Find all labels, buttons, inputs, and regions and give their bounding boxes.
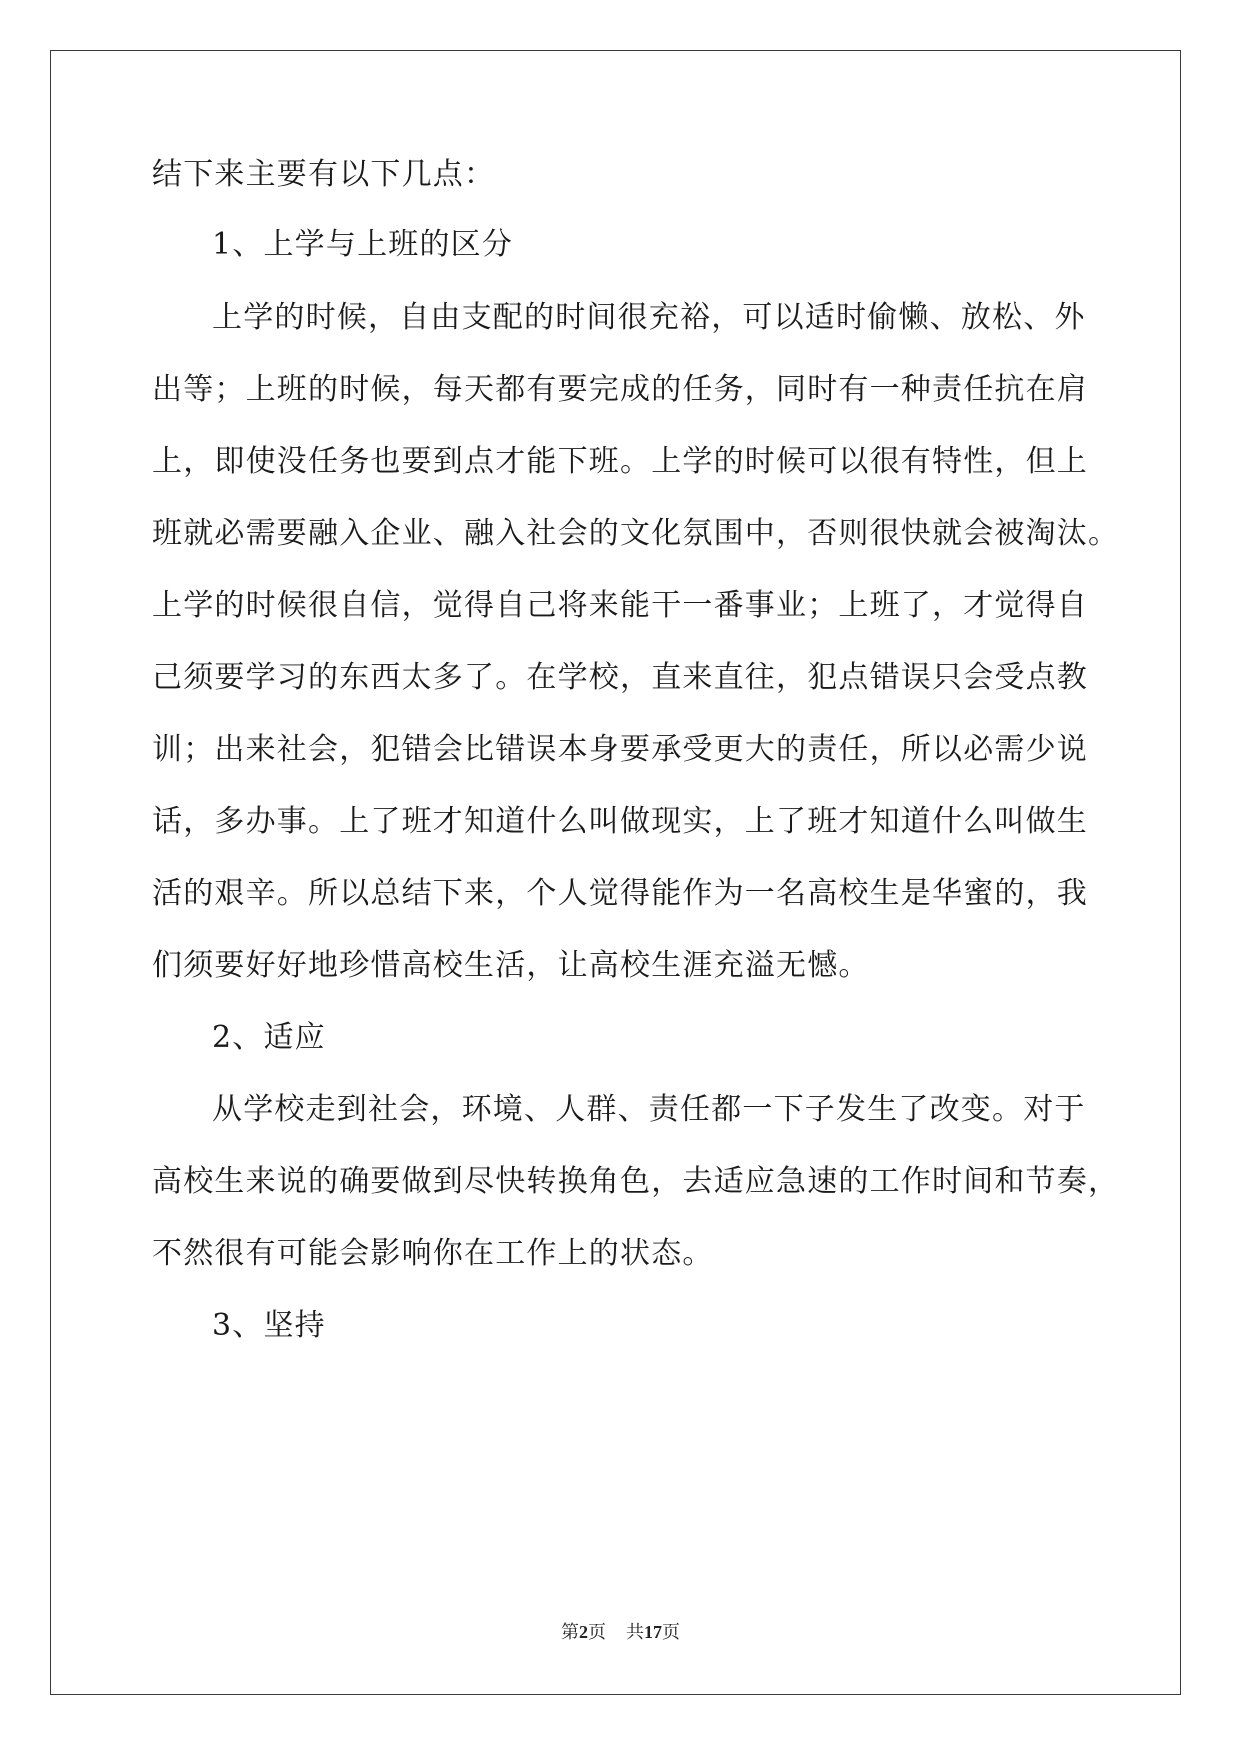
page-prefix: 第	[561, 1622, 579, 1642]
section-heading-3: 3、坚持	[212, 1308, 326, 1343]
body-line-5: 上，即使没任务也要到点才能下班。上学的时候可以很有特性，但上	[152, 444, 1088, 479]
total-suffix: 页	[662, 1622, 680, 1642]
body-line-6: 班就必需要融入企业、融入社会的文化氛围中，否则很快就会被淘汰。	[152, 516, 1120, 551]
body-line-1: 结下来主要有以下几点：	[152, 157, 496, 192]
body-line-8: 己须要学习的东西太多了。在学校，直来直往，犯点错误只会受点教	[152, 660, 1088, 695]
body-line-7: 上学的时候很自信，觉得自己将来能干一番事业；上班了，才觉得自	[152, 588, 1088, 623]
section-heading-2: 2、适应	[212, 1020, 326, 1055]
body-line-16: 不然很有可能会影响你在工作上的状态。	[152, 1236, 714, 1271]
total-pages: 17	[644, 1622, 662, 1642]
body-line-4: 出等；上班的时候，每天都有要完成的任务，同时有一种责任抗在肩	[152, 372, 1088, 407]
page-number: 2	[579, 1622, 588, 1642]
body-line-11: 活的艰辛。所以总结下来，个人觉得能作为一名高校生是华蜜的，我	[152, 876, 1088, 911]
body-line-12: 们须要好好地珍惜高校生活，让高校生涯充溢无憾。	[152, 948, 870, 983]
page-suffix: 页	[588, 1622, 606, 1642]
body-line-15: 高校生来说的确要做到尽快转换角色，去适应急速的工作时间和节奏，	[152, 1164, 1120, 1199]
body-line-14: 从学校走到社会，环境、人群、责任都一下子发生了改变。对于	[212, 1092, 1086, 1127]
page-border	[50, 50, 1181, 1695]
body-line-3: 上学的时候，自由支配的时间很充裕，可以适时偷懒、放松、外	[212, 300, 1086, 335]
section-heading-1: 1、上学与上班的区分	[212, 227, 514, 262]
body-line-10: 话，多办事。上了班才知道什么叫做现实，上了班才知道什么叫做生	[152, 804, 1088, 839]
page-footer	[0, 1620, 1241, 1644]
body-line-9: 训；出来社会，犯错会比错误本身要承受更大的责任，所以必需少说	[152, 732, 1088, 767]
total-prefix: 共	[626, 1622, 644, 1642]
